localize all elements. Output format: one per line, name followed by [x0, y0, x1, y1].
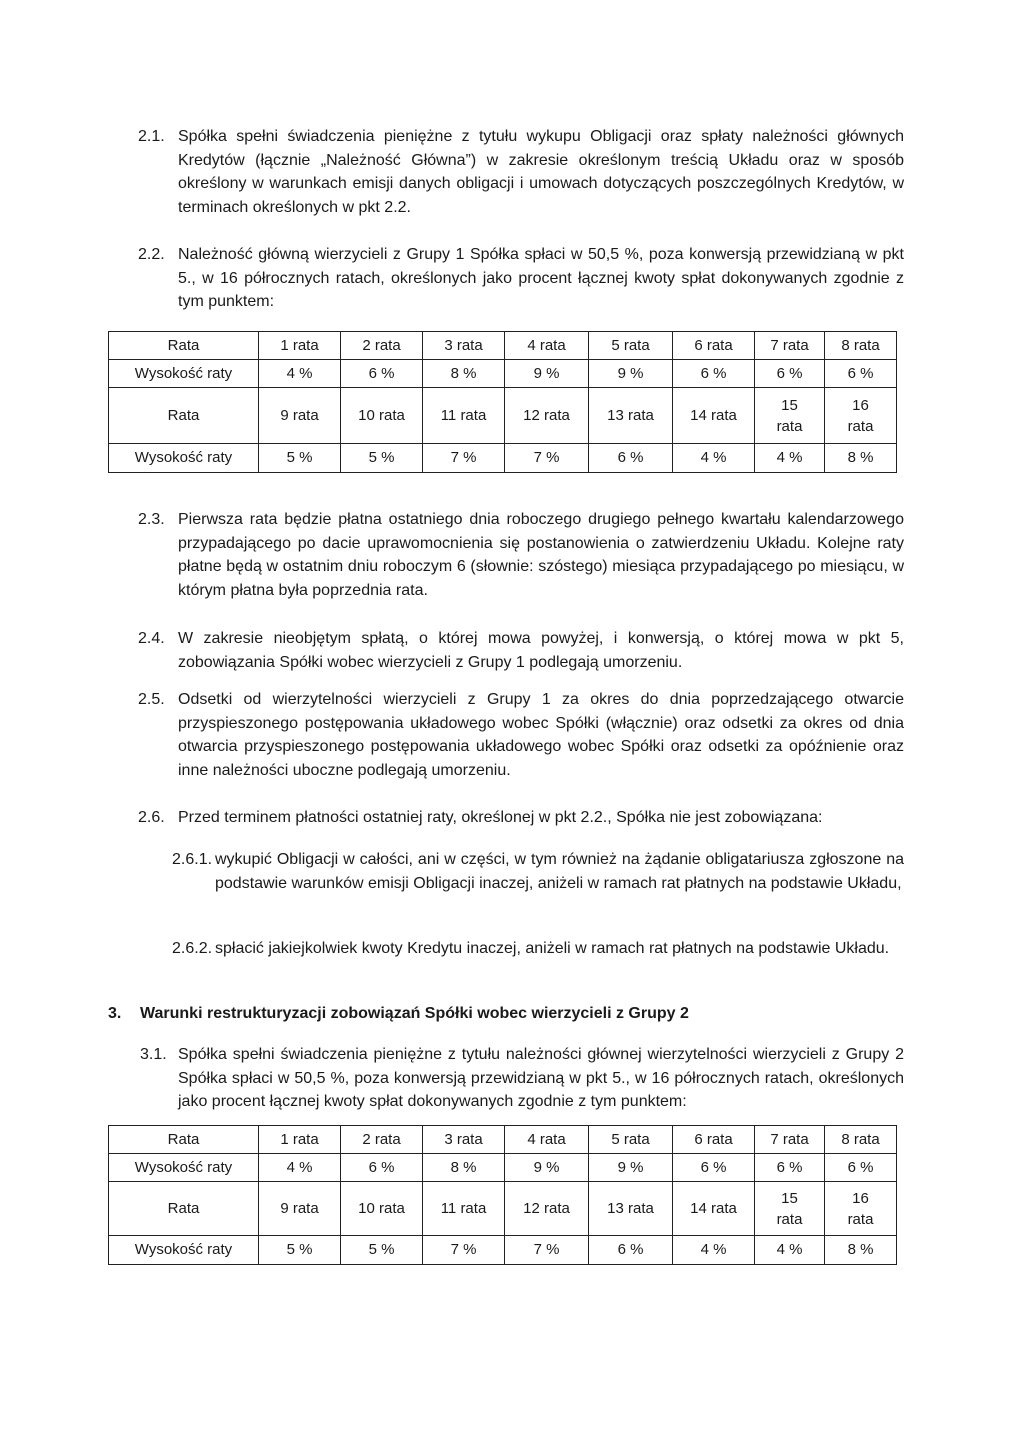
table-cell: 6 % — [673, 360, 755, 388]
table-cell: 6 % — [673, 1154, 755, 1182]
table-cell: 9 % — [589, 360, 673, 388]
table-cell: 9 rata — [259, 1182, 341, 1236]
table-cell: 4 % — [259, 1154, 341, 1182]
table-cell: 7 rata — [755, 332, 825, 360]
table-cell: 1 rata — [259, 1126, 341, 1154]
table-cell: 12 rata — [505, 388, 589, 444]
table-cell: 9 rata — [259, 388, 341, 444]
table-row — [109, 388, 897, 444]
cell-line: rata — [847, 1210, 874, 1228]
table-cell: 4 % — [755, 444, 825, 473]
table-cell: 6 % — [825, 1154, 897, 1182]
table-cell: 8 % — [825, 1236, 897, 1265]
table-cell: 14 rata — [673, 1182, 755, 1236]
table-cell: 2 rata — [341, 1126, 423, 1154]
table-cell: 6 rata — [673, 332, 755, 360]
table-cell: 4 % — [755, 1236, 825, 1265]
table-cell — [755, 1182, 825, 1236]
table-cell: 8 rata — [825, 332, 897, 360]
table-cell: 3 rata — [423, 1126, 505, 1154]
table-cell: Rata — [109, 1182, 259, 1236]
table-cell: 6 % — [341, 360, 423, 388]
cell-line: 15 — [781, 1189, 798, 1207]
table-cell: 9 % — [505, 1154, 589, 1182]
table-cell: 7 % — [505, 1236, 589, 1265]
table-cell: 8 % — [825, 444, 897, 473]
section-number: 2.2. — [138, 246, 165, 263]
table-row — [109, 1154, 897, 1182]
table-cell: 6 % — [589, 1236, 673, 1265]
table-cell: 5 rata — [589, 332, 673, 360]
table-cell: 1 rata — [259, 332, 341, 360]
table-cell: 5 % — [259, 1236, 341, 1265]
table-cell: 4 % — [673, 444, 755, 473]
table-cell: 13 rata — [589, 1182, 673, 1236]
section-text: Pierwsza rata będzie płatna ostatniego dnia roboczego drugiego pełnego kwartału kalendarzowego przypadającego po dacie uprawomocnienia się postanowienia o zatwierdzeniu Układu. Kolejne raty płatne będą w ostatnim dniu roboczym 6 (słownie: szóstego) miesiąca przypadającego po miesiącu, w którym płatna była poprzednia rata. — [178, 511, 904, 599]
table-cell: 6 % — [825, 360, 897, 388]
table-cell: Wysokość raty — [109, 360, 259, 388]
table-row — [109, 444, 897, 473]
cell-line: 16 — [852, 396, 869, 414]
table-row — [109, 1182, 897, 1236]
table-cell: 8 rata — [825, 1126, 897, 1154]
table-cell: 4 rata — [505, 1126, 589, 1154]
section-text: Spółka spełni świadczenia pieniężne z tytułu wykupu Obligacji oraz spłaty należności głównych Kredytów (łącznie „Należność Główna”) w zakresie określonym treścią Układu oraz w sposób określony w warunkach emisji danych obligacji i umowach dotyczących poszczególnych Kredytów, w terminach określonych w pkt 2.2. — [178, 128, 904, 216]
section-text: wykupić Obligacji w całości, ani w części, w tym również na żądanie obligatariusza zgłoszone na podstawie warunków emisji Obligacji inaczej, aniżeli w ramach rat płatnych na podstawie Układu, — [215, 851, 904, 892]
section-number: 2.4. — [138, 630, 165, 647]
table-cell: 6 % — [341, 1154, 423, 1182]
table-cell — [825, 1182, 897, 1236]
table-cell: Wysokość raty — [109, 1236, 259, 1265]
table-cell: 8 % — [423, 360, 505, 388]
table-cell — [825, 388, 897, 444]
table-cell: 9 % — [589, 1154, 673, 1182]
table-cell: Wysokość raty — [109, 1154, 259, 1182]
cell-line: 15 — [781, 396, 798, 414]
section-text: Należność główną wierzycieli z Grupy 1 Spółka spłaci w 50,5 %, poza konwersją przewidzianą w pkt 5., w 16 półrocznych ratach, określonych jako procent łącznej kwoty spłat dokonywanych zgodnie z tym punktem: — [178, 246, 904, 310]
table-cell: 6 % — [755, 360, 825, 388]
installments-table-group-1 — [108, 331, 897, 473]
table-row — [109, 1126, 897, 1154]
section-text: Przed terminem płatności ostatniej raty, określonej w pkt 2.2., Spółka nie jest zobowiązana: — [178, 809, 823, 826]
table-cell: Rata — [109, 332, 259, 360]
table-cell: 5 % — [341, 1236, 423, 1265]
cell-line: rata — [776, 1210, 803, 1228]
section-number: 2.5. — [138, 691, 165, 708]
cell-line: 16 — [852, 1189, 869, 1207]
section-number: 2.6.1. — [172, 851, 213, 868]
cell-line: rata — [847, 417, 874, 435]
table-row — [109, 332, 897, 360]
table-cell: 7 % — [423, 1236, 505, 1265]
table-cell: Rata — [109, 388, 259, 444]
table-cell: 14 rata — [673, 388, 755, 444]
table-cell: 4 rata — [505, 332, 589, 360]
table-cell: 10 rata — [341, 1182, 423, 1236]
table-cell: 5 % — [341, 444, 423, 473]
table-cell: 7 % — [423, 444, 505, 473]
table-cell: 12 rata — [505, 1182, 589, 1236]
table-cell: Rata — [109, 1126, 259, 1154]
table-cell: 6 rata — [673, 1126, 755, 1154]
installments-table-group-2 — [108, 1125, 897, 1265]
table-cell: 7 % — [505, 444, 589, 473]
table-cell: 8 % — [423, 1154, 505, 1182]
section-number: 2.3. — [138, 511, 165, 528]
table-cell: 6 % — [755, 1154, 825, 1182]
table-cell: 4 % — [259, 360, 341, 388]
section-text: Odsetki od wierzytelności wierzycieli z Grupy 1 za okres do dnia poprzedzającego otwarcie przyspieszonego postępowania układowego wobec Spółki (włącznie) oraz odsetki za okres od dnia otwarcia przyspieszonego postępowania układowego wobec Spółki oraz odsetki za opóźnienie oraz inne należności uboczne podlegają umorzeniu. — [178, 691, 904, 779]
section-number: 2.6.2. — [172, 940, 213, 957]
table-cell: 2 rata — [341, 332, 423, 360]
table-row — [109, 360, 897, 388]
table-row — [109, 1236, 897, 1265]
table-cell: 5 rata — [589, 1126, 673, 1154]
table-cell: 4 % — [673, 1236, 755, 1265]
table-cell: 7 rata — [755, 1126, 825, 1154]
table-cell: 11 rata — [423, 388, 505, 444]
section-text: Spółka spełni świadczenia pieniężne z tytułu należności głównej wierzytelności wierzycieli z Grupy 2 Spółka spłaci w 50,5 %, poza konwersją przewidzianą w pkt 5., w 16 półrocznych ratach, określonych jako procent łącznej kwoty spłat dokonywanych zgodnie z tym punktem: — [178, 1046, 904, 1110]
table-cell: 3 rata — [423, 332, 505, 360]
table-cell: 6 % — [589, 444, 673, 473]
section-title: Warunki restrukturyzacji zobowiązań Spółki wobec wierzycieli z Grupy 2 — [140, 1005, 689, 1022]
cell-line: rata — [776, 417, 803, 435]
section-text: spłacić jakiejkolwiek kwoty Kredytu inaczej, aniżeli w ramach rat płatnych na podstawie Układu. — [215, 940, 890, 957]
table-cell — [755, 388, 825, 444]
section-number: 2.6. — [138, 809, 165, 826]
section-number: 2.1. — [138, 128, 165, 145]
table-cell: 10 rata — [341, 388, 423, 444]
section-number: 3. — [108, 1005, 122, 1022]
table-cell: 11 rata — [423, 1182, 505, 1236]
section-text: W zakresie nieobjętym spłatą, o której mowa powyżej, i konwersją, o której mowa w pkt 5, zobowiązania Spółki wobec wierzycieli z Grupy 1 podlegają umorzeniu. — [178, 630, 904, 671]
table-cell: 13 rata — [589, 388, 673, 444]
section-number: 3.1. — [140, 1046, 167, 1063]
table-cell: 9 % — [505, 360, 589, 388]
table-cell: 5 % — [259, 444, 341, 473]
table-cell: Wysokość raty — [109, 444, 259, 473]
